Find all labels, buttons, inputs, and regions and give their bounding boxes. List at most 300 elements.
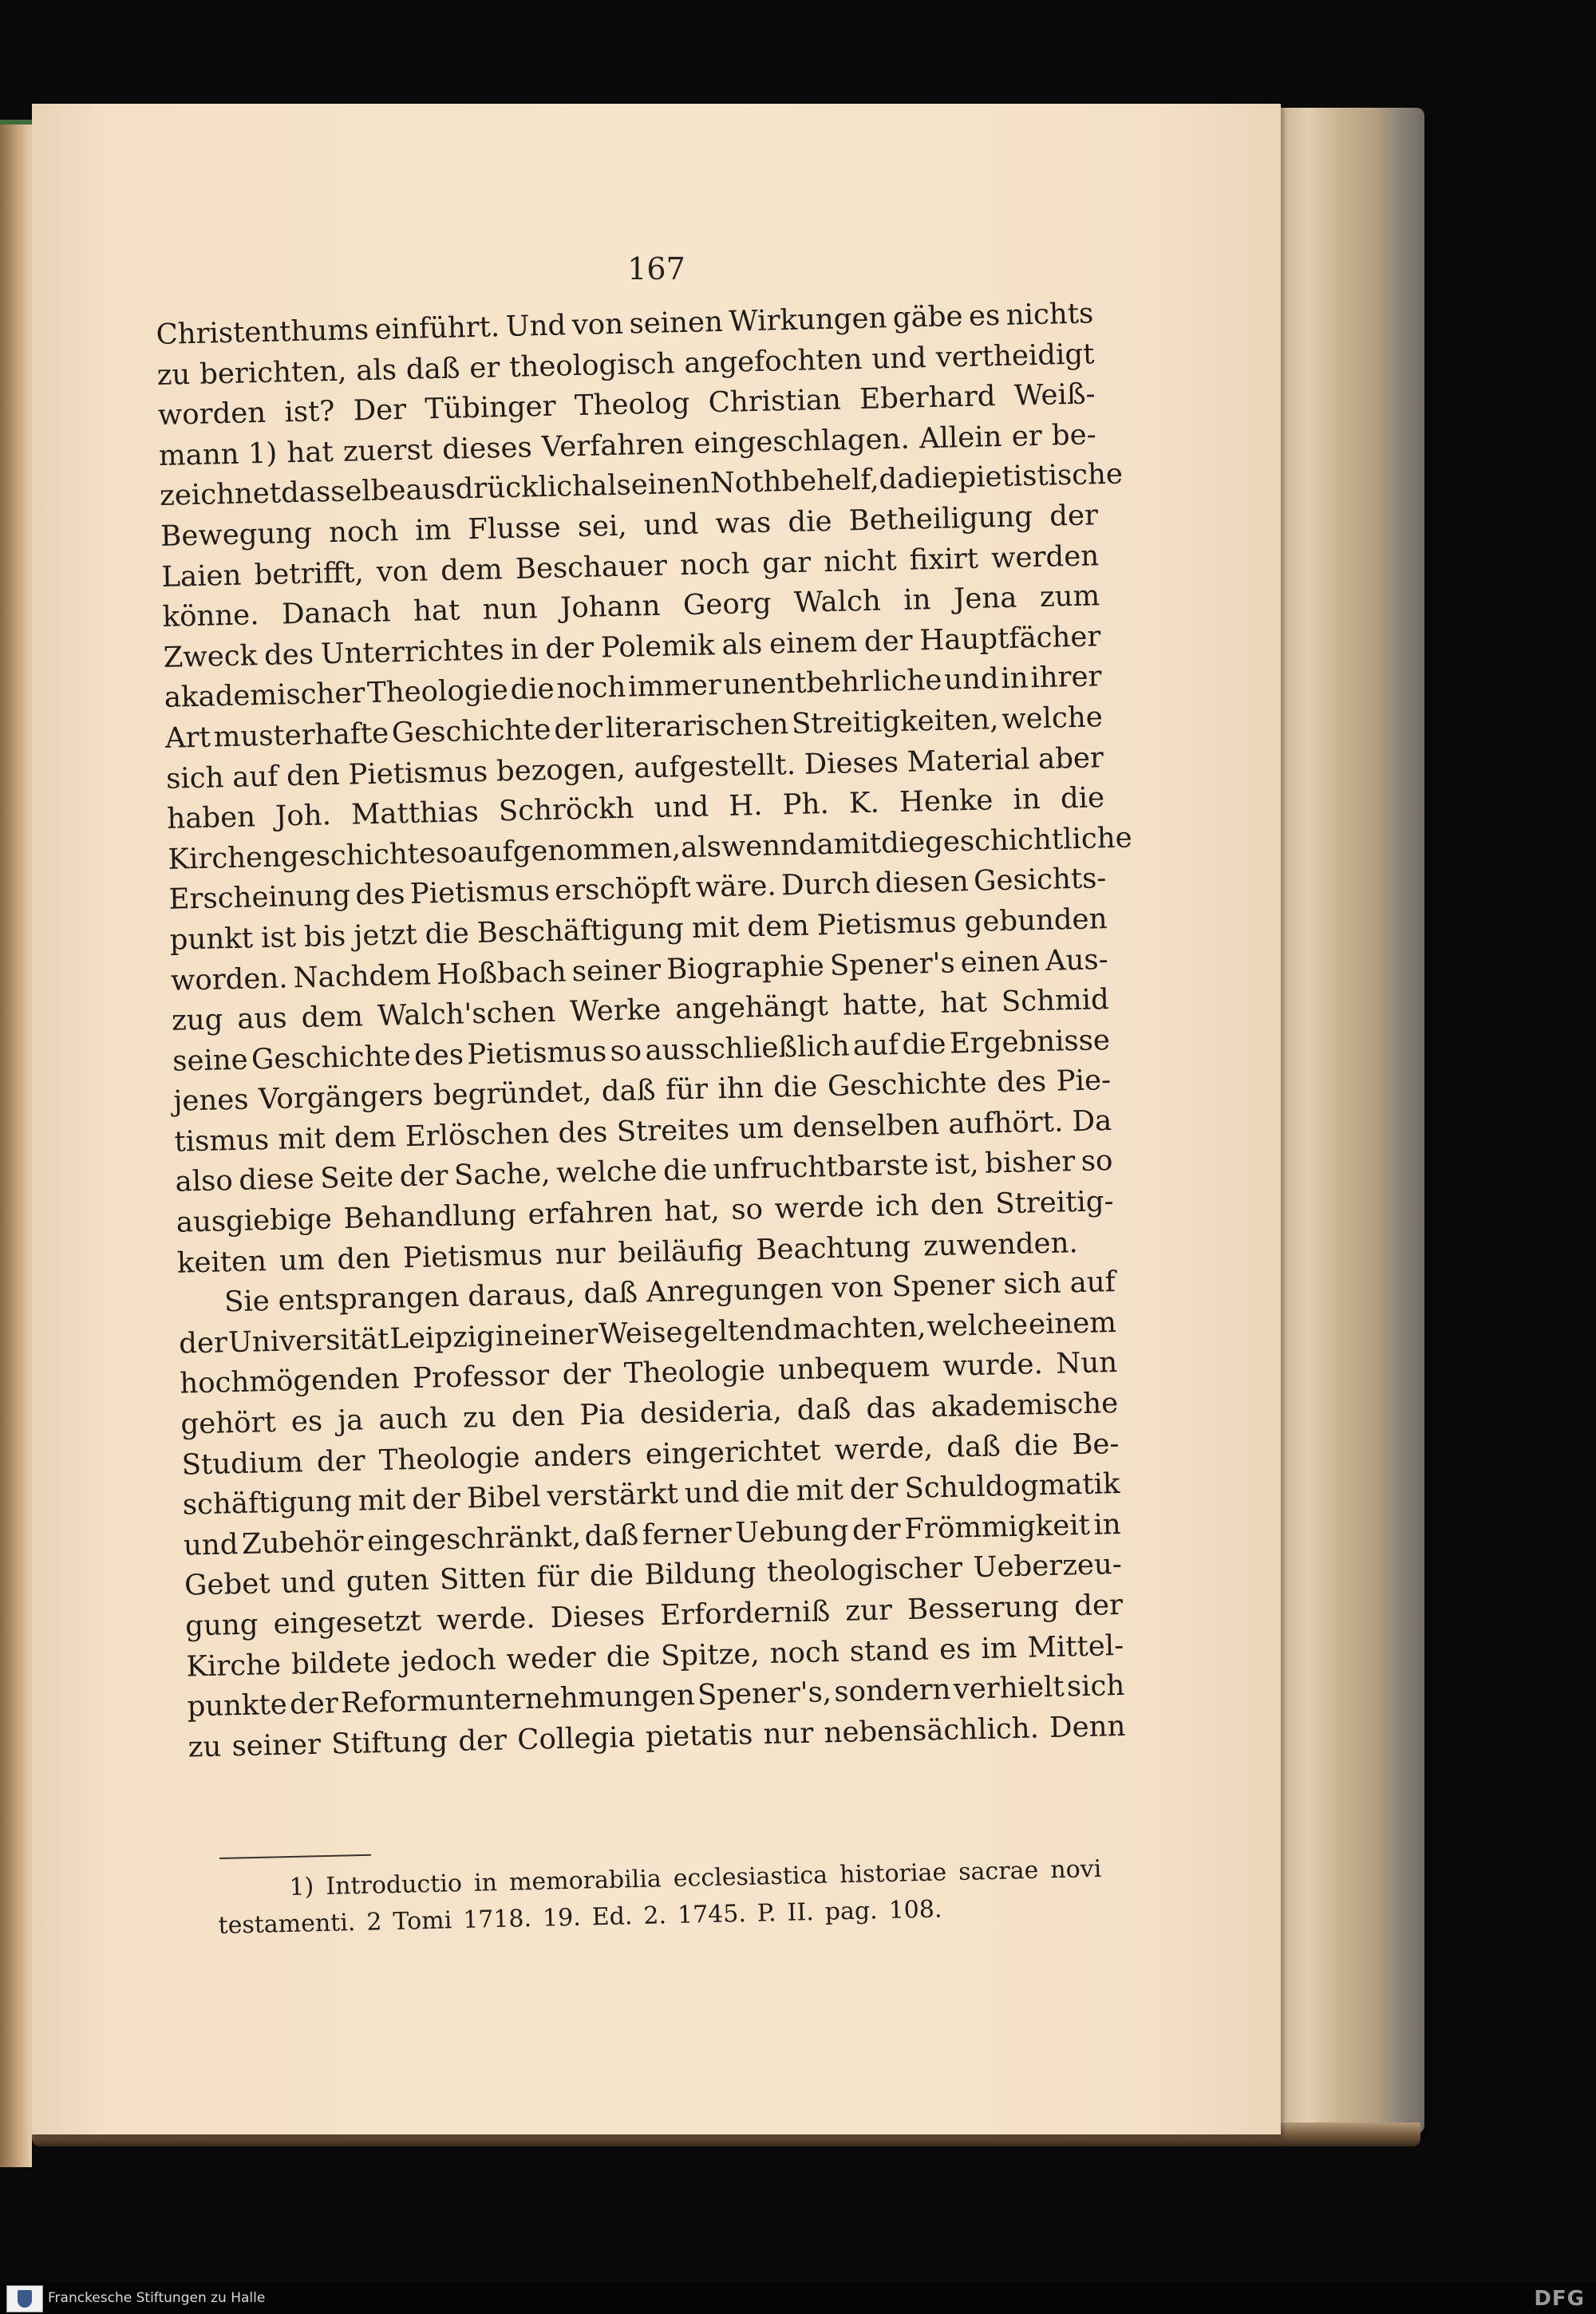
word: Professor: [412, 1359, 550, 1396]
word: angehängt: [674, 989, 829, 1026]
word: in: [1092, 1507, 1122, 1542]
word: um: [279, 1243, 325, 1277]
word: worden: [157, 397, 267, 432]
word: Theolog: [574, 387, 690, 423]
word: Denn: [1049, 1709, 1126, 1744]
word: Flusse: [467, 511, 562, 547]
dfg-logo: DFG: [1534, 2287, 1585, 2311]
word: Pietismus: [347, 755, 488, 792]
word: unfruchtbarste: [713, 1148, 930, 1187]
word: gäbe: [892, 300, 963, 335]
word: daß: [405, 351, 460, 386]
word: damit: [798, 827, 882, 862]
word: einem: [1028, 1305, 1117, 1341]
word: immer: [627, 669, 722, 705]
word: Seite: [319, 1160, 394, 1196]
word: Vorgängers: [258, 1079, 424, 1116]
word: pietatis: [645, 1718, 753, 1754]
word: der: [851, 1513, 902, 1547]
word: aufgestellt.: [633, 748, 796, 785]
main-text: [156, 294, 1133, 1768]
footnote-word: II.: [787, 1898, 815, 1927]
word: als: [590, 468, 632, 503]
word: den: [930, 1187, 985, 1222]
word: Schröckh: [498, 792, 634, 828]
word: des: [355, 878, 405, 912]
word: als: [680, 830, 722, 864]
word: Jena: [953, 581, 1017, 616]
word: zu: [462, 1400, 497, 1435]
word: Mittel-: [1027, 1629, 1124, 1664]
word: Henke: [899, 784, 994, 819]
word: ihrer: [1029, 660, 1102, 695]
word: einem: [768, 625, 858, 661]
word: literarischen: [605, 708, 789, 745]
word: daraus,: [467, 1277, 576, 1313]
word: Christian: [708, 383, 842, 420]
word: aufgenommen,: [467, 831, 681, 870]
word: Dieses: [804, 745, 899, 781]
word: Geschichte: [251, 1039, 412, 1076]
word: so: [610, 1034, 642, 1068]
word: Pietismus: [402, 1238, 543, 1274]
word: sei,: [577, 509, 628, 544]
word: so: [435, 836, 468, 870]
word: Hauptfächer: [918, 619, 1101, 657]
footnote-word: Tomi: [393, 1906, 452, 1937]
word: ihn: [717, 1072, 764, 1106]
word: Weiß-: [1013, 377, 1096, 413]
word: hat: [286, 435, 334, 470]
word: seinen: [629, 305, 724, 341]
word: daß: [946, 1429, 1001, 1464]
word: bezogen,: [496, 752, 626, 788]
word: ausdrücklich: [405, 470, 591, 507]
word: Zubehör: [241, 1525, 364, 1561]
word: Erlöschen: [405, 1116, 550, 1154]
word: Gesichts-: [973, 862, 1107, 898]
word: im: [980, 1631, 1017, 1665]
word: daß: [583, 1276, 638, 1311]
word: vertheidigt: [935, 337, 1095, 374]
word: den: [336, 1242, 391, 1276]
footnote-word: 1): [289, 1873, 314, 1901]
word: der: [289, 1687, 339, 1721]
word: Frömmigkeit: [903, 1508, 1091, 1546]
word: mit: [691, 910, 740, 945]
word: Eberhard: [859, 380, 996, 417]
word: Da: [1072, 1104, 1112, 1139]
word: der: [399, 1159, 448, 1194]
word: auf: [231, 760, 279, 794]
footnotes: [217, 1851, 1103, 1945]
word: sondern: [833, 1673, 951, 1709]
page-number: 167: [627, 251, 685, 286]
viewer-footer-bar: [0, 2282, 1596, 2314]
word: hochmögenden: [179, 1362, 401, 1401]
word: akademischer: [164, 677, 365, 715]
word: wäre.: [695, 869, 777, 905]
word: Polemik: [600, 628, 716, 665]
word: Geschichte: [827, 1066, 988, 1104]
word: Beschauer: [515, 549, 668, 586]
word: einer: [523, 1317, 598, 1352]
word: aufhört.: [947, 1105, 1064, 1141]
word: ist,: [934, 1147, 979, 1182]
word: nur: [555, 1237, 606, 1271]
word: die: [1013, 1428, 1059, 1463]
word: ja: [337, 1404, 364, 1438]
word: worden.: [170, 961, 288, 997]
word: Leipzig: [389, 1320, 496, 1356]
word: gung: [184, 1608, 259, 1643]
word: Beschäftigung: [476, 912, 685, 950]
word: werde: [774, 1191, 865, 1226]
word: auch: [377, 1402, 448, 1437]
word: Dieses: [550, 1599, 646, 1635]
word: Pie-: [1056, 1064, 1112, 1098]
word: entsprangen: [278, 1280, 460, 1318]
word: werde.: [436, 1601, 536, 1637]
word: Nachdem: [293, 958, 432, 994]
word: die: [787, 504, 832, 539]
word: könne.: [162, 598, 259, 634]
word: jedoch: [401, 1643, 496, 1679]
word: Unterrichtes: [320, 633, 504, 671]
word: was: [714, 506, 772, 541]
word: der: [457, 1724, 508, 1758]
word: Behandlung: [343, 1198, 517, 1236]
word: der: [544, 631, 595, 665]
word: Betheiligung: [848, 500, 1033, 538]
word: daß: [796, 1392, 851, 1427]
word: keiten: [176, 1244, 267, 1280]
word: die: [662, 1154, 708, 1188]
word: sich: [165, 760, 224, 796]
word: Theologie: [623, 1354, 766, 1391]
word: Art: [164, 721, 211, 755]
word: Ergebnisse: [949, 1023, 1111, 1060]
word: ich: [875, 1189, 919, 1223]
footnote-word: 108.: [888, 1895, 942, 1925]
word: betrifft,: [254, 555, 365, 591]
word: dem: [301, 1000, 364, 1035]
word: Bibel: [466, 1480, 541, 1515]
word: Joh.: [275, 799, 332, 833]
word: werde,: [834, 1431, 934, 1467]
word: Ph.: [782, 788, 830, 822]
word: eingerichtet: [645, 1434, 821, 1471]
word: Nun: [1055, 1346, 1118, 1381]
word: Anregungen: [646, 1272, 824, 1309]
word: für: [536, 1560, 579, 1594]
word: nebensächlich.: [824, 1712, 1040, 1750]
word: das: [865, 1391, 917, 1426]
word: hat: [413, 594, 460, 628]
word: in: [495, 1319, 523, 1353]
footnote-word: memorabilia: [508, 1865, 662, 1897]
word: eingesetzt: [273, 1604, 422, 1641]
word: erschöpft: [554, 871, 691, 908]
word: er: [468, 350, 500, 385]
word: seine: [172, 1043, 249, 1078]
word: die: [589, 1559, 634, 1593]
word: dieses: [441, 431, 533, 466]
word: die: [880, 826, 926, 860]
footnote-word: 2: [365, 1908, 382, 1937]
word: Allein: [918, 420, 1002, 456]
word: den: [511, 1399, 565, 1434]
word: auf: [852, 1028, 899, 1063]
word: Biographie: [666, 949, 825, 986]
word: Ueberzeu-: [973, 1548, 1123, 1585]
word: es: [968, 298, 1001, 333]
word: und: [654, 790, 709, 825]
word: Gebet: [184, 1567, 271, 1602]
word: pietistische: [957, 457, 1124, 495]
word: in: [1000, 661, 1029, 696]
word: berichten,: [199, 354, 347, 391]
word: wurde.: [942, 1348, 1044, 1384]
word: Be-: [1071, 1427, 1120, 1461]
word: eingeschränkt,: [366, 1520, 582, 1558]
word: und: [943, 662, 1000, 697]
word: haben: [166, 800, 256, 835]
word: welche: [926, 1308, 1029, 1344]
word: Wirkungen: [728, 302, 887, 338]
word: mann 1): [158, 436, 278, 472]
word: noch: [555, 671, 626, 706]
word: Laien: [160, 559, 242, 594]
previous-page-edge: [0, 120, 32, 2167]
word: die: [606, 1639, 651, 1674]
word: Bewegung: [160, 516, 313, 553]
word: von: [376, 554, 429, 589]
word: und: [684, 1476, 740, 1510]
word: die: [913, 461, 958, 496]
book-page: [32, 104, 1281, 2134]
word: ausschließlich: [645, 1029, 850, 1068]
word: Durch: [780, 867, 871, 902]
word: fixirt: [909, 542, 979, 577]
word: be-: [1051, 418, 1097, 452]
word: Und: [505, 309, 567, 344]
word: Tübinger: [425, 389, 557, 426]
word: Sache,: [453, 1157, 551, 1193]
footnote-word: sacrae: [958, 1856, 1039, 1886]
word: weder: [506, 1641, 597, 1676]
word: theologischer: [766, 1551, 963, 1589]
word: zu: [188, 1730, 222, 1764]
word: machten,: [792, 1310, 926, 1347]
word: Zweck: [163, 638, 258, 674]
word: so: [1080, 1144, 1113, 1179]
word: unbequem: [777, 1350, 930, 1388]
footnote-word: 1718.: [462, 1905, 532, 1935]
word: Schuldogmatik: [904, 1467, 1120, 1506]
word: schäftigung: [182, 1485, 353, 1522]
word: Der: [353, 393, 407, 428]
word: wenn: [721, 828, 800, 863]
word: dem: [334, 1120, 397, 1155]
footnote-word: testamenti.: [218, 1909, 356, 1940]
word: geschichtliche: [924, 821, 1133, 859]
word: angefochten: [683, 342, 863, 380]
word: einen: [960, 944, 1041, 979]
word: und: [643, 507, 699, 543]
word: mit: [358, 1483, 406, 1518]
word: in: [510, 632, 539, 666]
word: bildete: [290, 1645, 392, 1681]
word: in: [1013, 783, 1041, 816]
word: Pietismus: [466, 1035, 607, 1072]
word: Streitig-: [994, 1185, 1114, 1221]
word: Matthias: [350, 796, 480, 831]
word: diesen: [875, 865, 970, 901]
word: Hoßbach: [436, 955, 567, 991]
word: hat,: [663, 1194, 721, 1228]
word: akademische: [930, 1387, 1119, 1424]
word: noch: [769, 1635, 840, 1670]
word: anders: [533, 1438, 633, 1474]
word: Theologie: [366, 673, 509, 710]
word: Spener's,: [697, 1676, 832, 1712]
institution-name: Franckesche Stiftungen zu Halle: [48, 2290, 266, 2306]
word: ist?: [284, 395, 335, 429]
word: zuerst: [342, 432, 433, 468]
word: der: [1073, 1588, 1124, 1623]
word: er: [1011, 419, 1043, 453]
word: welche: [1001, 701, 1104, 736]
word: Sie: [223, 1285, 271, 1319]
word: gebunden: [964, 902, 1108, 939]
word: Verfahren: [541, 427, 685, 464]
word: Spitze,: [660, 1637, 760, 1672]
word: von: [831, 1270, 884, 1305]
word: es: [938, 1632, 971, 1666]
word: denselben: [792, 1108, 940, 1145]
word: nun: [482, 592, 538, 626]
word: Schmid: [1001, 983, 1110, 1019]
word: es: [290, 1404, 323, 1439]
institution-logo-icon: [6, 2285, 43, 2312]
word: des: [263, 638, 314, 672]
word: zur: [844, 1593, 893, 1628]
word: Erforderniß: [659, 1595, 831, 1633]
word: zum: [1039, 579, 1100, 614]
word: Sitten: [439, 1562, 527, 1597]
footnote-word: 1745.: [677, 1899, 747, 1929]
word: Beachtung: [755, 1230, 911, 1266]
word: welche: [555, 1155, 658, 1191]
word: gar: [761, 546, 812, 580]
word: sich: [1066, 1669, 1125, 1704]
word: bisher: [984, 1145, 1076, 1181]
word: Besserung: [907, 1589, 1060, 1627]
word: Pietismus: [816, 906, 958, 942]
word: verstärkt: [547, 1477, 679, 1514]
word: zuwenden.: [922, 1226, 1079, 1263]
word: Nothbehelf,: [709, 463, 879, 500]
word: die: [901, 1027, 946, 1061]
footnote-rule: [219, 1854, 371, 1859]
word: und: [280, 1566, 336, 1601]
footnote-word: in: [473, 1869, 498, 1897]
word: Reformunternehmungen: [340, 1679, 696, 1720]
word: Danach: [281, 595, 391, 631]
footnote-word: novi: [1049, 1854, 1102, 1885]
word: des: [996, 1065, 1047, 1100]
word: Collegia: [516, 1720, 636, 1756]
word: Pietismus: [409, 875, 551, 911]
word: musterhafte: [213, 717, 389, 754]
word: Spener: [891, 1268, 995, 1304]
word: des: [413, 1038, 464, 1072]
word: Streitigkeiten,: [791, 703, 999, 740]
word: Werke: [569, 993, 662, 1029]
word: punkt: [169, 922, 254, 957]
word: Georg: [682, 586, 772, 622]
word: einführt.: [374, 310, 500, 346]
word: Kirchengeschichte: [168, 836, 437, 876]
footnote-word: historiae: [839, 1858, 947, 1890]
word: Uebung: [734, 1514, 849, 1550]
word: bis: [303, 919, 346, 954]
word: die: [1060, 781, 1105, 815]
word: in: [903, 583, 931, 617]
word: hat: [940, 985, 988, 1020]
word: ist: [260, 921, 297, 955]
footnote-word: 2.: [643, 1901, 667, 1930]
word: noch: [328, 515, 399, 550]
word: um: [737, 1112, 784, 1146]
word: nicht: [823, 543, 897, 578]
word: der: [849, 1472, 899, 1506]
footnote-word: P.: [757, 1899, 776, 1928]
word: mit: [277, 1122, 326, 1156]
word: die: [745, 1475, 790, 1509]
word: desideria,: [639, 1394, 783, 1431]
word: der: [411, 1482, 461, 1517]
word: so: [730, 1193, 764, 1226]
word: den: [286, 758, 341, 792]
word: Walch: [793, 584, 882, 620]
word: mit: [796, 1474, 844, 1508]
word: stand: [849, 1633, 930, 1668]
word: als: [721, 627, 763, 661]
word: Aus-: [1045, 942, 1109, 977]
footnote-word: ecclesiastica: [673, 1861, 828, 1893]
word: Material: [907, 742, 1030, 779]
word: dem: [746, 909, 810, 944]
word: dasselbe: [280, 474, 406, 510]
word: unentbehrliche: [723, 664, 942, 702]
word: jenes: [172, 1083, 249, 1119]
word: verhielt: [953, 1670, 1065, 1706]
footnote-word: 19.: [542, 1903, 582, 1933]
word: daß: [584, 1518, 639, 1554]
word: nur: [763, 1716, 814, 1751]
word: seiner: [231, 1728, 322, 1763]
word: Universität: [227, 1322, 389, 1360]
word: im: [414, 513, 452, 547]
word: Erscheinung: [168, 879, 351, 917]
word: Streites: [616, 1112, 730, 1149]
word: noch: [679, 547, 750, 582]
word: K.: [848, 786, 880, 820]
word: der: [562, 1357, 611, 1392]
word: Stiftung: [330, 1724, 448, 1761]
